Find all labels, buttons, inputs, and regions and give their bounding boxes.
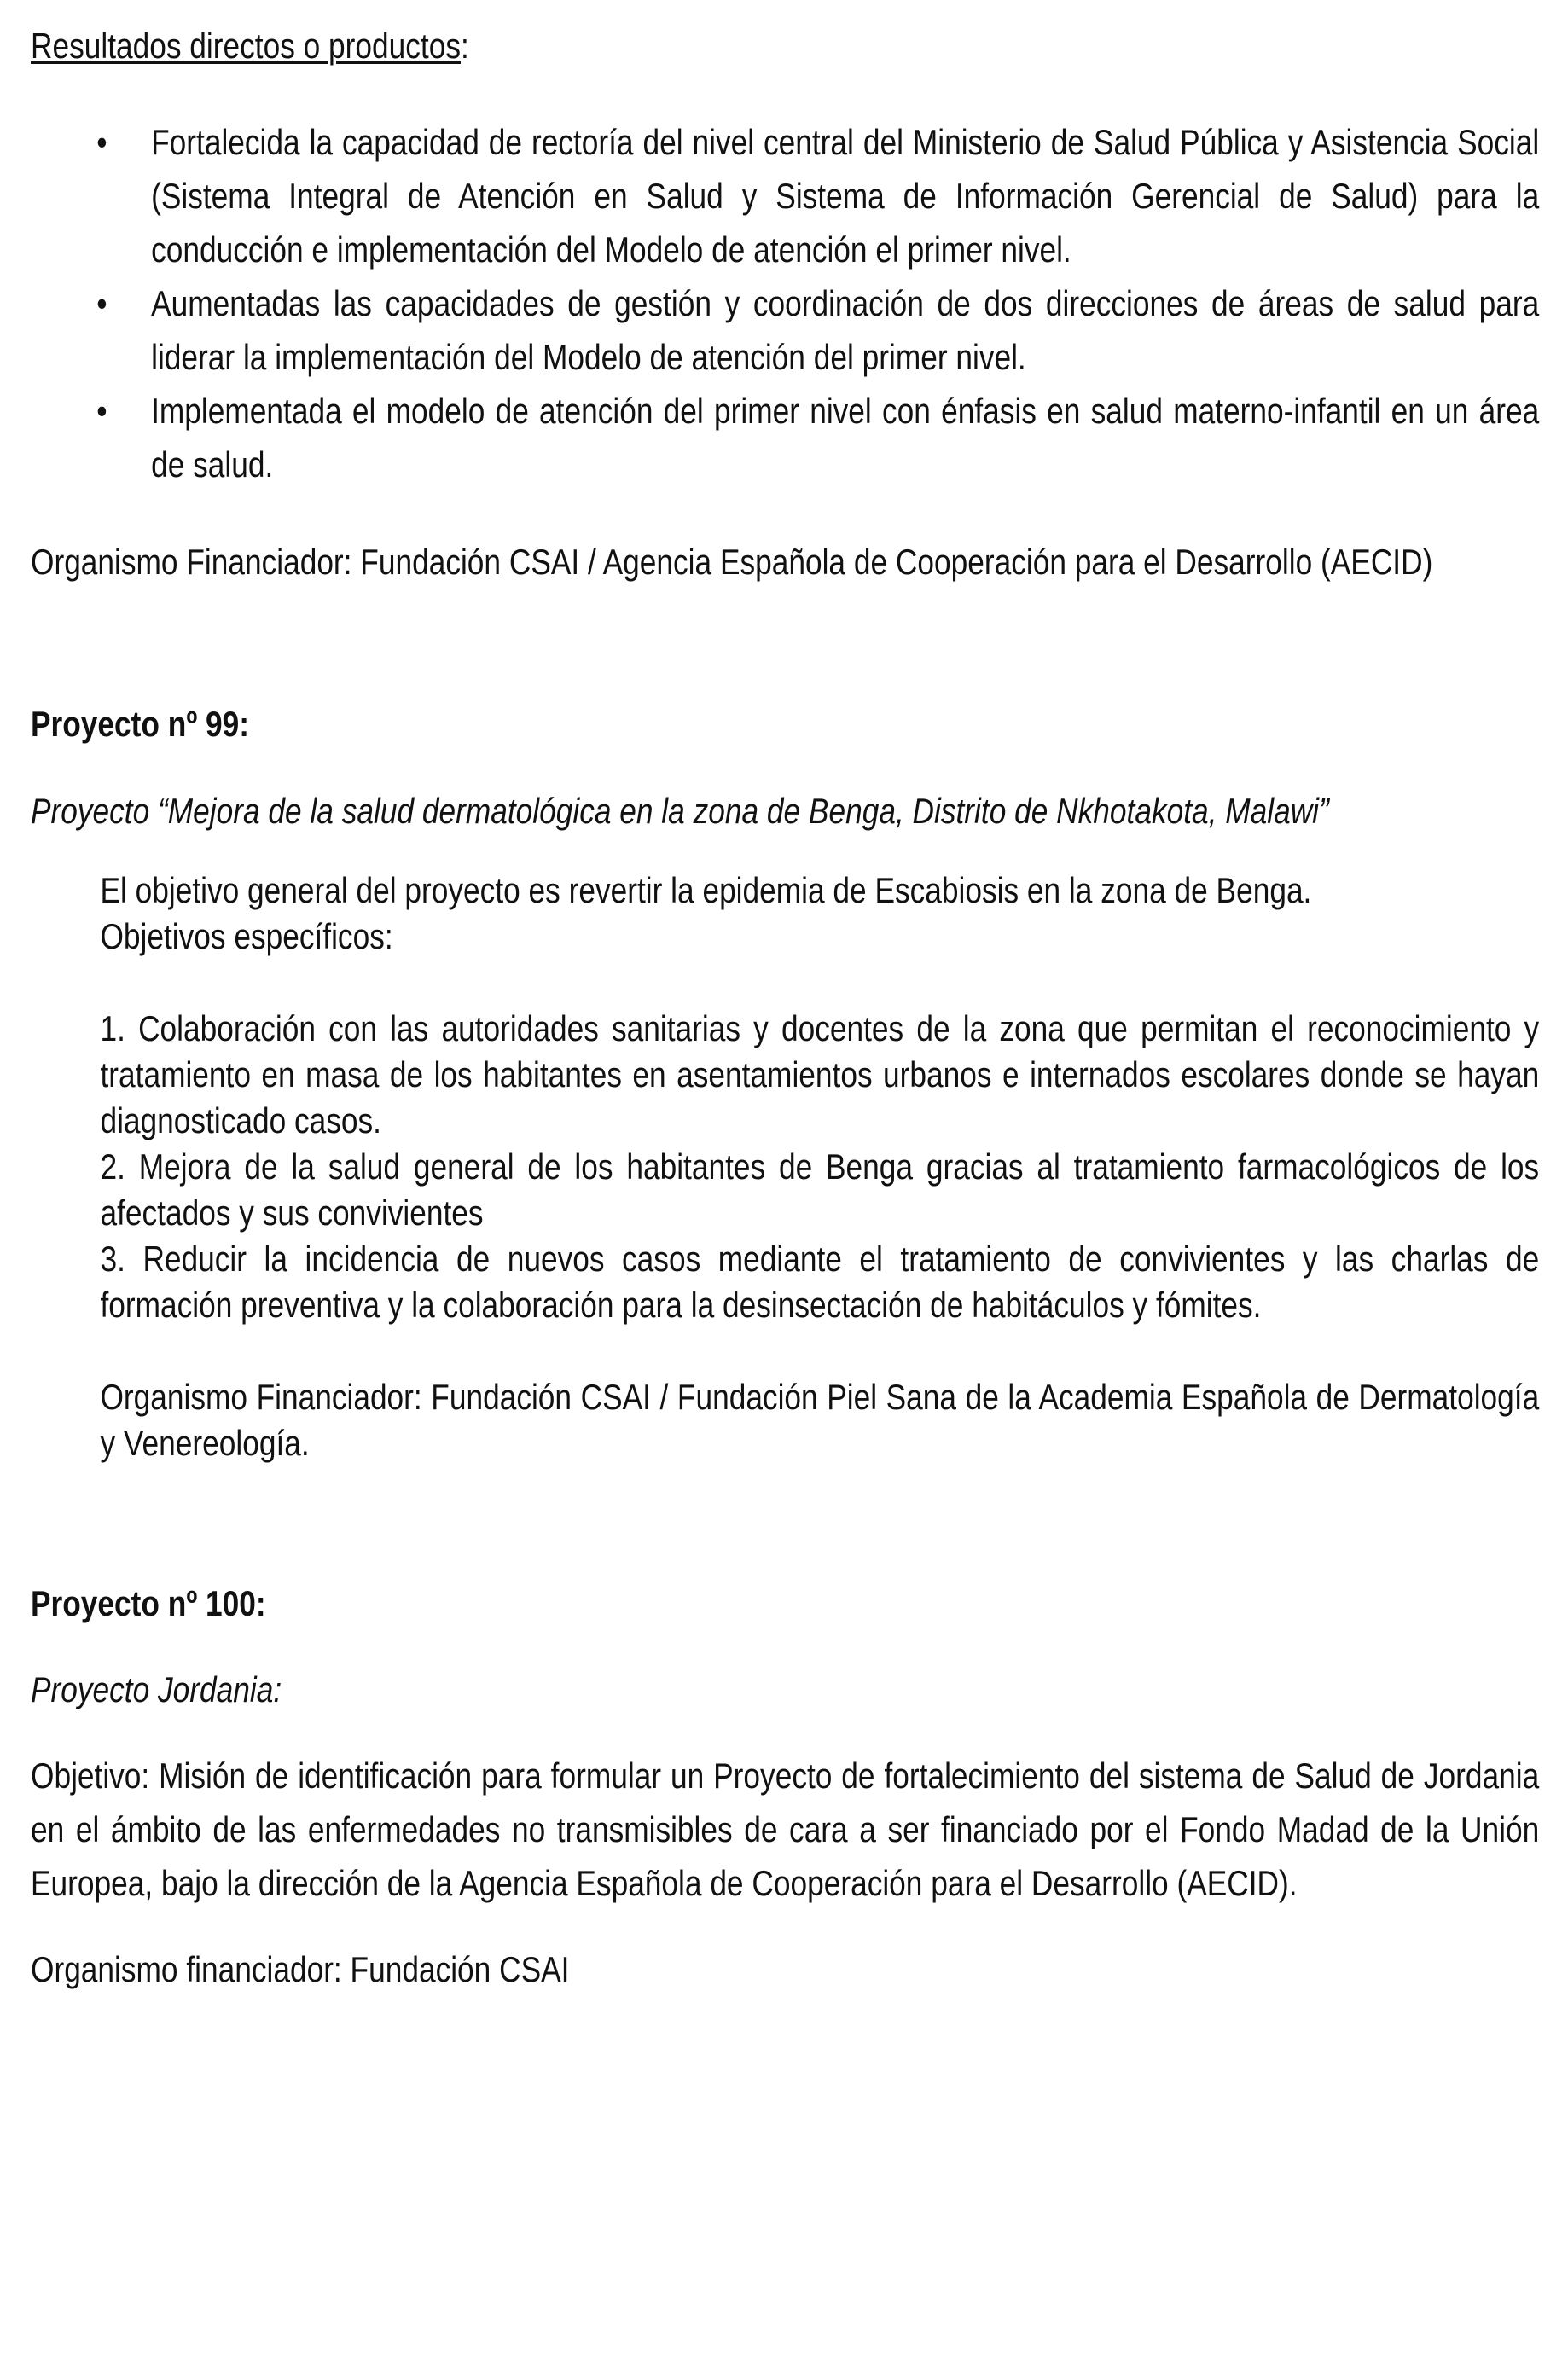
bullet-icon: • <box>96 283 107 323</box>
results-heading-colon: : <box>461 26 469 66</box>
results-list-item <box>31 276 1539 384</box>
results-list-item <box>31 384 1539 491</box>
results-list <box>31 115 1539 491</box>
project-99-general-objective: El objetivo general del proyecto es revertir la epidemia de Escabiosis en la zona de Benga. <box>100 870 1312 910</box>
project-99-objective-3: 3. Reducir la incidencia de nuevos casos mediante el tratamiento de convivientes y las charlas de formación preventiva y la colaboración para la desinsectación de habitáculos y fómites. <box>100 1239 1540 1325</box>
project-100-funder: Organismo financiador: Fundación CSAI <box>31 1949 570 1989</box>
project-99-title: Proyecto “Mejora de la salud dermatológica en la zona de Benga, Distrito de Nkhotakota, Malawi” <box>31 791 1329 831</box>
results-list-item <box>31 115 1539 276</box>
bullet-icon: • <box>96 122 107 162</box>
project-99-objective-1: 1. Colaboración con las autoridades sanitarias y docentes de la zona que permitan el reconocimiento y tratamiento en masa de los habitantes en asentamientos urbanos e internados escolares donde se hayan diagnosticado casos. <box>100 1008 1540 1140</box>
results-heading-line <box>31 19 1539 73</box>
project-99-specific-heading: Objetivos específicos: <box>100 916 393 956</box>
bullet-icon: • <box>96 391 107 431</box>
project-99-body <box>31 868 1539 1466</box>
project-99-funder: Organismo Financiador: Fundación CSAI / Fundación Piel Sana de la Academia Española de Dermatología y Venereología. <box>100 1377 1540 1463</box>
project-100-heading: Proyecto nº 100: <box>31 1583 266 1623</box>
results-item-text: Implementada el modelo de atención del primer nivel con énfasis en salud materno-infantil en un área de salud. <box>151 391 1540 485</box>
results-item-text: Aumentadas las capacidades de gestión y coordinación de dos direcciones de áreas de salud para liderar la implementación del Modelo de atención del primer nivel. <box>151 283 1540 377</box>
project-99-objective-2: 2. Mejora de la salud general de los habitantes de Benga gracias al tratamiento farmacológicos de los afectados y sus convivientes <box>100 1146 1540 1233</box>
project-99-heading: Proyecto nº 99: <box>31 704 250 744</box>
document-body <box>31 19 1539 1996</box>
funder-paragraph: Organismo Financiador: Fundación CSAI / Agencia Española de Cooperación para el Desarrollo (AECID) <box>31 542 1433 582</box>
project-100-title: Proyecto Jordania: <box>31 1669 282 1709</box>
project-100-objective: Objetivo: Misión de identificación para formular un Proyecto de fortalecimiento del sistema de Salud de Jordania en el ámbito de las enfermedades no transmisibles de cara a ser financiado por el Fondo Madad de la Unión Europea, bajo la dirección de la Agencia Española de Cooperación para el Desarrollo (AECID). <box>31 1756 1540 1903</box>
results-heading: Resultados directos o productos <box>31 26 461 66</box>
document-page <box>31 19 1540 1996</box>
results-item-text: Fortalecida la capacidad de rectoría del nivel central del Ministerio de Salud Pública y Asistencia Social (Sistema Integral de Atención en Salud y Sistema de Información Gerencial de Salud) para la conducción e implementación del Modelo de atención el primer nivel. <box>151 122 1540 270</box>
